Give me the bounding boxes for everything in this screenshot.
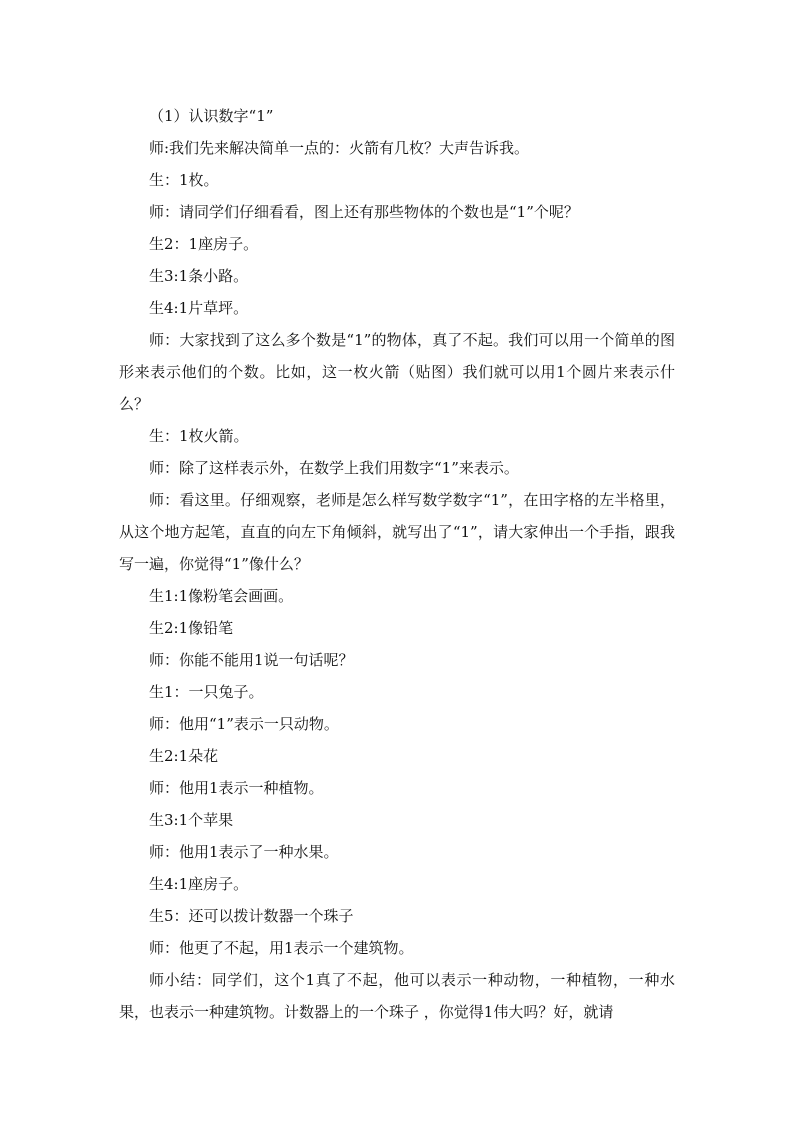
paragraph: 师：看这里。仔细观察，老师是怎么样写数学数字“1”，在田字格的左半格里，从这个地方起笔，直直的向左下角倾斜，就写出了“1”，请大家伸出一个手指，跟我写一遍，你觉得“1”像什么？: [119, 491, 675, 573]
paragraph: 师：请同学们仔细看看，图上还有那些物体的个数也是“1”个呢？: [149, 203, 579, 221]
paragraph: 生：1枚火箭。: [149, 427, 249, 445]
paragraph: 师：他用1表示一种植物。: [149, 779, 324, 797]
paragraph: 生5：还可以拨计数器一个珠子: [149, 907, 354, 925]
paragraph: 师：他更了不起，用1表示一个建筑物。: [149, 939, 414, 957]
paragraph: 生4:1片草坪。: [149, 299, 249, 317]
paragraph: 师：大家找到了这么多个数是“1”的物体，真了不起。我们可以用一个简单的图形来表示他们的个数。比如，这一枚火箭（贴图）我们就可以用1个圆片来表示什么？: [119, 331, 675, 413]
paragraph: 生1:1像粉笔会画画。: [149, 587, 294, 605]
paragraph: 师：他用“1”表示一只动物。: [149, 715, 339, 733]
paragraph: 生：1枚。: [149, 171, 219, 189]
paragraph: 生4:1座房子。: [149, 875, 249, 893]
paragraph: 生2:1像铅笔: [149, 619, 234, 637]
paragraph: 生2:1朵花: [149, 747, 219, 765]
paragraph: 师:我们先来解决简单一点的：火箭有几枚？大声告诉我。: [149, 139, 530, 157]
paragraph: 师：除了这样表示外，在数学上我们用数字“1”来表示。: [149, 459, 519, 477]
paragraph: 师：他用1表示了一种水果。: [149, 843, 339, 861]
paragraph: 师：你能不能用1说一句话呢？: [149, 651, 354, 669]
paragraph: 生3:1条小路。: [149, 267, 249, 285]
section-heading: （1）认识数字“1”: [149, 107, 274, 125]
document-body: [119, 100, 675, 1028]
paragraph: 生1：一只兔子。: [149, 683, 264, 701]
paragraph: 师小结：同学们，这个1真了不起，他可以表示一种动物，一种植物，一种水果，也表示一种建筑物。计数器上的一个珠子 ，你觉得1伟大吗？好，就请: [119, 971, 675, 1021]
paragraph: 生3:1个苹果: [149, 811, 234, 829]
paragraph: 生2：1座房子。: [149, 235, 259, 253]
